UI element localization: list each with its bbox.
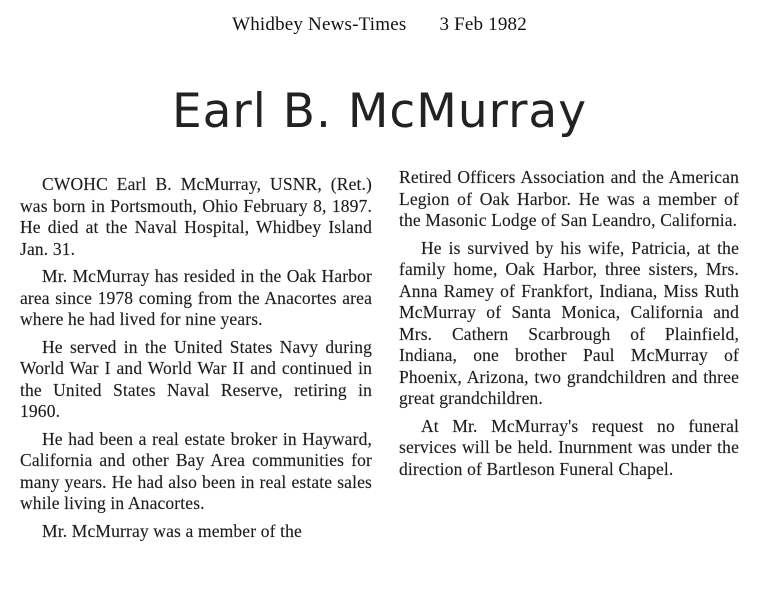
article-column-right [399,167,739,486]
paragraph-birth-death: CWOHC Earl B. McMurray, USNR, (Ret.) was born in Portsmouth, Ohio February 8, 1897. He died at the Naval Hospital, Whidbey Island Jan. 31. [20,174,372,259]
paragraph-memberships-cont: Retired Officers Association and the American Legion of Oak Harbor. He was a member of the Masonic Lodge of San Leandro, California. [399,167,739,230]
publication-date: 3 Feb 1982 [439,14,527,35]
article-column-left [20,174,372,548]
paragraph-memberships-start: Mr. McMurray was a member of the [42,520,302,541]
paragraph-survivors: He is survived by his wife, Patricia, at the family home, Oak Harbor, three sisters, Mrs. Anna Ramey of Frankfort, Indiana, Miss Ruth McMurray of Santa Monica, California and Mrs. Cathern Scarbrough of Plainfield, Indiana, one brother Paul McMurray of Phoenix, Arizona, two grandchildren and three great grandchildren. [399,237,739,408]
masthead [0,14,759,36]
paragraph-career: He had been a real estate broker in Hayward, California and other Bay Area communities for many years. He had also been in real estate sales while living in Anacortes. [20,428,372,513]
paragraph-military-service: He served in the United States Navy during World War I and World War II and continued in the United States Naval Reserve, retiring in 1960. [20,336,372,421]
newspaper-name: Whidbey News-Times [232,14,407,35]
paragraph-residence: Mr. McMurray has resided in the Oak Harbor area since 1978 coming from the Anacortes area where he had lived for nine years. [20,266,372,329]
paragraph-services: At Mr. McMurray's request no funeral services will be held. Inurnment was under the direction of Bartleson Funeral Chapel. [399,415,739,479]
obituary-headline: Earl B. McMurray [171,84,588,139]
